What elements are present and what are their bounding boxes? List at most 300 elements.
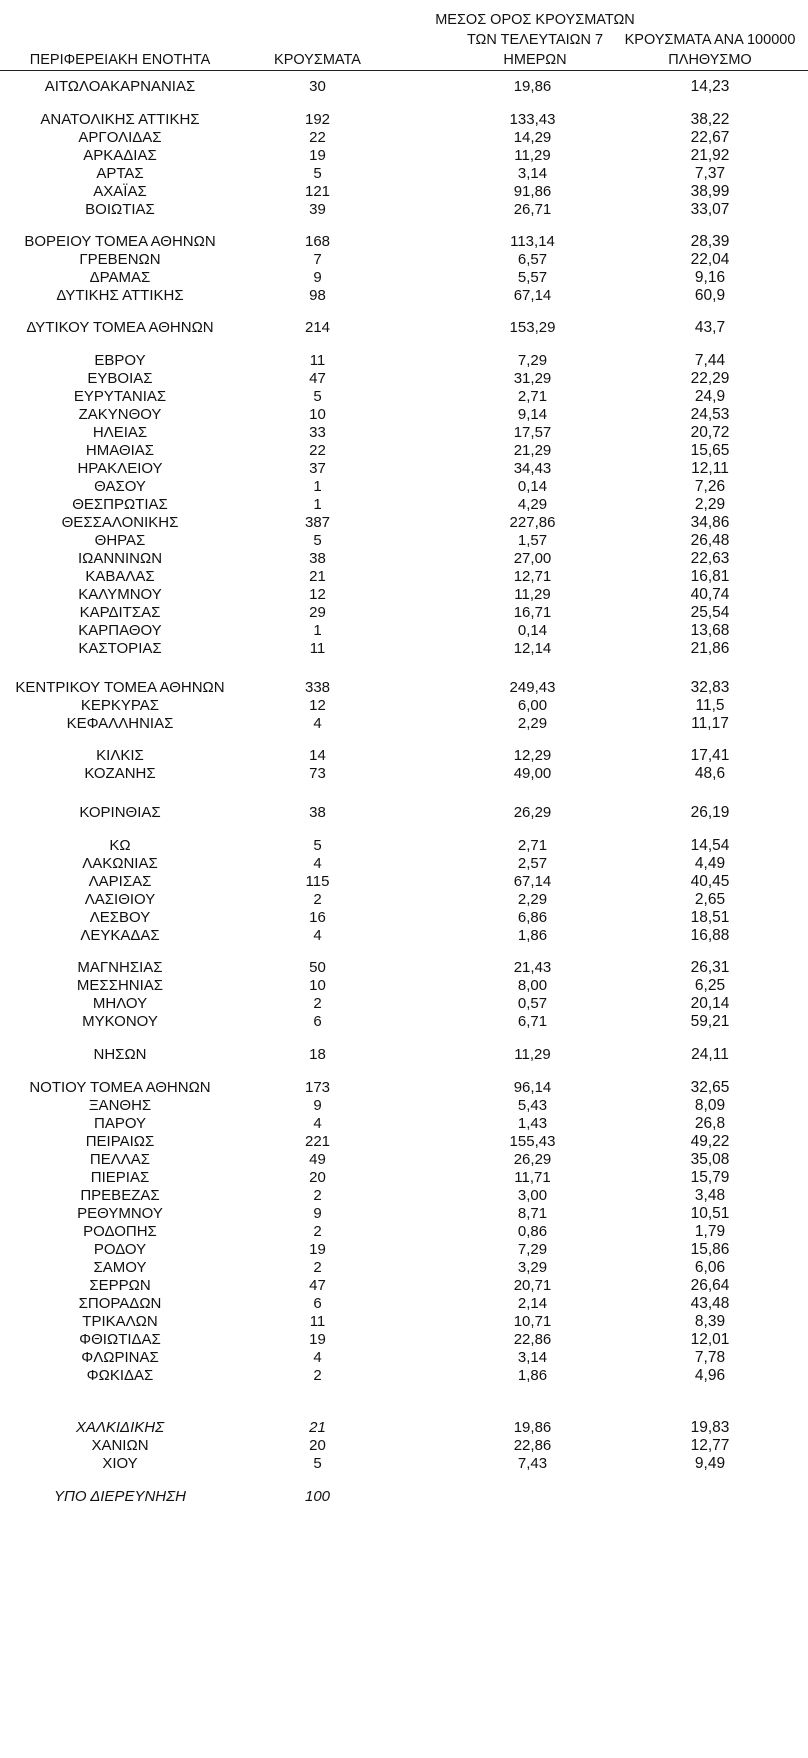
region-cell: ΕΒΡΟΥ <box>94 352 146 369</box>
avg7-cell: 2,29 <box>517 715 548 732</box>
cases-cell: 38 <box>309 550 326 567</box>
cases-cell: 10 <box>309 406 326 423</box>
region-cell: ΜΗΛΟΥ <box>92 995 148 1012</box>
cases-cell: 47 <box>309 370 326 387</box>
avg7-cell: 12,29 <box>513 747 552 764</box>
per100k-cell: 7,78 <box>694 1349 726 1366</box>
per100k-cell: 14,54 <box>690 837 730 854</box>
avg7-cell: 6,86 <box>517 909 548 926</box>
table-row <box>0 351 808 371</box>
avg7-cell: 5,43 <box>517 1097 548 1114</box>
table-row <box>0 128 808 148</box>
per100k-cell: 28,39 <box>690 233 730 250</box>
avg7-cell: 2,29 <box>517 891 548 908</box>
avg7-cell: 2,57 <box>517 855 548 872</box>
per100k-cell: 33,07 <box>690 201 730 218</box>
avg7-cell: 1,86 <box>517 927 548 944</box>
table-row <box>0 1258 808 1278</box>
region-cell: ΛΕΣΒΟΥ <box>89 909 151 926</box>
region-cell: ΚΕΡΚΥΡΑΣ <box>80 697 160 714</box>
avg7-cell: 3,14 <box>517 1349 548 1366</box>
per100k-cell: 16,81 <box>690 568 730 585</box>
table-row <box>0 1240 808 1260</box>
region-cell: ΡΕΘΥΜΝΟΥ <box>77 1205 163 1222</box>
cases-cell: 4 <box>313 855 322 872</box>
per100k-cell: 49,22 <box>690 1133 730 1150</box>
per100k-cell: 11,17 <box>691 715 729 732</box>
cases-cell: 5 <box>313 532 322 549</box>
avg7-cell: 227,86 <box>509 514 556 531</box>
table-row <box>0 1168 808 1188</box>
cases-cell: 21 <box>309 568 326 585</box>
table-row <box>0 232 808 252</box>
cases-cell: 2 <box>313 1223 322 1240</box>
region-cell: ΠΕΙΡΑΙΩΣ <box>85 1133 155 1150</box>
per100k-cell: 12,01 <box>690 1331 730 1348</box>
avg7-cell: 26,71 <box>513 201 552 218</box>
cases-cell: 10 <box>309 977 326 994</box>
avg7-cell: 26,29 <box>513 804 552 821</box>
avg7-cell: 8,71 <box>517 1205 548 1222</box>
avg7-cell: 11,29 <box>514 586 551 603</box>
avg7-cell: 27,00 <box>513 550 552 567</box>
per100k-cell: 9,16 <box>694 269 726 286</box>
cases-cell: 14 <box>309 747 326 764</box>
per100k-cell: 3,48 <box>694 1187 726 1204</box>
table-row <box>0 1366 808 1386</box>
table-row <box>0 1436 808 1456</box>
table-row <box>0 405 808 425</box>
avg7-cell: 11,29 <box>514 147 551 164</box>
cases-cell: 73 <box>309 765 326 782</box>
region-cell: ΔΡΑΜΑΣ <box>89 269 151 286</box>
region-cell: ΛΑΣΙΘΙΟΥ <box>84 891 156 908</box>
region-cell: ΚΑΡΔΙΤΣΑΣ <box>79 604 161 621</box>
per100k-cell: 15,79 <box>690 1169 730 1186</box>
region-cell: ΦΩΚΙΔΑΣ <box>86 1367 154 1384</box>
cases-cell: 19 <box>309 147 326 164</box>
avg7-cell: 96,14 <box>513 1079 552 1096</box>
per100k-cell: 7,37 <box>694 165 726 182</box>
header-region: ΠΕΡΙΦΕΡΕΙΑΚΗ ΕΝΟΤΗΤΑ <box>29 52 211 68</box>
avg7-cell: 17,57 <box>513 424 552 441</box>
region-cell: ΔΥΤΙΚΟΥ ΤΟΜΕΑ ΑΘΗΝΩΝ <box>26 319 214 336</box>
table-row <box>0 250 808 270</box>
region-cell: ΧΙΟΥ <box>102 1455 138 1472</box>
region-cell: ΜΥΚΟΝΟΥ <box>82 1013 158 1030</box>
table-row <box>0 200 808 220</box>
per100k-cell: 2,29 <box>694 496 726 513</box>
per100k-cell: 24,9 <box>694 388 726 405</box>
cases-cell: 4 <box>313 1349 322 1366</box>
cases-cell: 38 <box>309 804 326 821</box>
table-row <box>0 286 808 306</box>
region-cell: ΜΑΓΝΗΣΙΑΣ <box>77 959 163 976</box>
table-row <box>0 1222 808 1242</box>
per100k-cell: 26,19 <box>690 804 730 821</box>
header-avg7-line1: ΜΕΣΟΣ ΟΡΟΣ ΚΡΟΥΣΜΑΤΩΝ <box>435 12 635 28</box>
table-row <box>0 621 808 641</box>
cases-cell: 21 <box>309 1419 326 1436</box>
cases-cell: 2 <box>313 1187 322 1204</box>
region-cell: ΧΑΛΚΙΔΙΚΗΣ <box>75 1419 165 1436</box>
cases-cell: 98 <box>309 287 326 304</box>
region-cell: ΤΡΙΚΑΛΩΝ <box>82 1313 158 1330</box>
table-row <box>0 926 808 946</box>
cases-cell: 20 <box>309 1169 326 1186</box>
table-row <box>0 976 808 996</box>
table-row <box>0 567 808 587</box>
avg7-cell: 67,14 <box>513 873 552 890</box>
table-row <box>0 423 808 443</box>
cases-cell: 2 <box>313 891 322 908</box>
region-cell: ΑΡΓΟΛΙΔΑΣ <box>78 129 162 146</box>
per100k-cell: 38,22 <box>690 111 730 128</box>
cases-cell: 214 <box>304 319 331 336</box>
per100k-cell: 35,08 <box>690 1151 730 1168</box>
region-cell: ΛΑΡΙΣΑΣ <box>88 873 152 890</box>
region-cell: ΚΙΛΚΙΣ <box>96 747 144 764</box>
region-cell: ΝΟΤΙΟΥ ΤΟΜΕΑ ΑΘΗΝΩΝ <box>29 1079 211 1096</box>
per100k-cell: 25,54 <box>690 604 730 621</box>
avg7-cell: 7,43 <box>517 1455 548 1472</box>
cases-cell: 33 <box>309 424 326 441</box>
table-row <box>0 603 808 623</box>
avg7-cell: 0,57 <box>517 995 548 1012</box>
table-row <box>0 908 808 928</box>
per100k-cell: 6,25 <box>694 977 726 994</box>
region-cell: ΔΥΤΙΚΗΣ ΑΤΤΙΚΗΣ <box>56 287 184 304</box>
avg7-cell: 19,86 <box>513 78 552 95</box>
region-cell: ΑΡΚΑΔΙΑΣ <box>83 147 157 164</box>
avg7-cell: 0,14 <box>517 478 548 495</box>
table-row <box>0 803 808 823</box>
region-cell: ΥΠΟ ΔΙΕΡΕΥΝΗΣΗ <box>54 1488 186 1505</box>
avg7-cell: 9,14 <box>517 406 548 423</box>
avg7-cell: 49,00 <box>513 765 552 782</box>
per100k-cell: 43,48 <box>690 1295 730 1312</box>
table-row <box>0 1150 808 1170</box>
region-cell: ΦΛΩΡΙΝΑΣ <box>81 1349 159 1366</box>
table-row <box>0 318 808 338</box>
avg7-cell: 4,29 <box>517 496 548 513</box>
region-cell: ΒΟΡΕΙΟΥ ΤΟΜΕΑ ΑΘΗΝΩΝ <box>24 233 216 250</box>
avg7-cell: 6,71 <box>517 1013 548 1030</box>
table-row <box>0 1045 808 1065</box>
table-row <box>0 441 808 461</box>
cases-cell: 5 <box>313 1455 322 1472</box>
region-cell: ΗΜΑΘΙΑΣ <box>85 442 155 459</box>
table-row <box>0 495 808 515</box>
avg7-cell: 14,29 <box>513 129 552 146</box>
region-cell: ΕΥΡΥΤΑΝΙΑΣ <box>73 388 167 405</box>
cases-cell: 16 <box>309 909 326 926</box>
per100k-cell: 6,06 <box>694 1259 726 1276</box>
header-avg7-line2: ΤΩΝ ΤΕΛΕΥΤΑΙΩΝ 7 <box>466 32 604 48</box>
table-row <box>0 1012 808 1032</box>
table-row <box>0 1096 808 1116</box>
cases-cell: 1 <box>313 478 322 495</box>
per100k-cell: 22,63 <box>690 550 730 567</box>
cases-cell: 30 <box>309 78 326 95</box>
avg7-cell: 249,43 <box>509 679 556 696</box>
cases-cell: 115 <box>305 873 330 890</box>
per100k-cell: 18,51 <box>690 909 730 926</box>
cases-cell: 47 <box>309 1277 326 1294</box>
per100k-cell: 14,23 <box>690 78 730 95</box>
table-row <box>0 77 808 97</box>
per100k-cell: 43,7 <box>694 319 726 336</box>
cases-cell: 5 <box>313 165 322 182</box>
table-row <box>0 1487 808 1507</box>
table-row <box>0 1276 808 1296</box>
avg7-cell: 16,71 <box>513 604 552 621</box>
avg7-cell: 22,86 <box>513 1437 552 1454</box>
per100k-cell: 26,31 <box>690 959 730 976</box>
per100k-cell: 32,65 <box>690 1079 730 1096</box>
region-cell: ΝΗΣΩΝ <box>93 1046 147 1063</box>
region-cell: ΚΟΖΑΝΗΣ <box>84 765 156 782</box>
region-cell: ΡΟΔΟΠΗΣ <box>83 1223 157 1240</box>
avg7-cell: 8,00 <box>517 977 548 994</box>
table-row <box>0 1330 808 1350</box>
cases-cell: 37 <box>309 460 326 477</box>
cases-cell: 9 <box>313 1205 322 1222</box>
region-cell: ΚΑΡΠΑΘΟΥ <box>78 622 162 639</box>
header-divider <box>0 70 808 71</box>
per100k-cell: 12,77 <box>690 1437 730 1454</box>
table-row <box>0 764 808 784</box>
per100k-cell: 4,96 <box>694 1367 726 1384</box>
avg7-cell: 3,14 <box>517 165 548 182</box>
avg7-cell: 10,71 <box>513 1313 552 1330</box>
region-cell: ΒΟΙΩΤΙΑΣ <box>85 201 155 218</box>
per100k-cell: 15,65 <box>690 442 730 459</box>
cases-cell: 19 <box>309 1331 326 1348</box>
cases-cell: 338 <box>304 679 331 696</box>
per100k-cell: 12,11 <box>691 460 729 477</box>
region-cell: ΠΙΕΡΙΑΣ <box>90 1169 150 1186</box>
cases-cell: 2 <box>313 995 322 1012</box>
table-row <box>0 872 808 892</box>
region-cell: ΚΑΒΑΛΑΣ <box>85 568 155 585</box>
per100k-cell: 7,26 <box>694 478 726 495</box>
region-cell: ΣΕΡΡΩΝ <box>89 1277 151 1294</box>
avg7-cell: 31,29 <box>513 370 552 387</box>
table-row <box>0 585 808 605</box>
per100k-cell: 21,86 <box>690 640 730 657</box>
cases-cell: 39 <box>309 201 326 218</box>
table-row <box>0 836 808 856</box>
per100k-cell: 34,86 <box>690 514 730 531</box>
cases-cell: 11 <box>309 352 326 369</box>
table-row <box>0 1186 808 1206</box>
table-row <box>0 854 808 874</box>
per100k-cell: 20,72 <box>690 424 730 441</box>
header-cases: ΚΡΟΥΣΜΑΤΑ <box>274 52 361 68</box>
per100k-cell: 22,04 <box>690 251 730 268</box>
per100k-cell: 40,45 <box>690 873 730 890</box>
table-row <box>0 549 808 569</box>
region-cell: ΚΑΛΥΜΝΟΥ <box>78 586 162 603</box>
cases-cell: 4 <box>313 927 322 944</box>
per100k-cell: 22,29 <box>690 370 730 387</box>
table-row <box>0 1454 808 1474</box>
header-per100k-line1: ΚΡΟΥΣΜΑΤΑ ΑΝΑ 100000 <box>624 32 796 48</box>
region-cell: ΑΧΑΪΑΣ <box>93 183 147 200</box>
cases-cell: 5 <box>313 837 322 854</box>
avg7-cell: 1,57 <box>517 532 548 549</box>
cases-cell: 173 <box>304 1079 331 1096</box>
region-cell: ΗΛΕΙΑΣ <box>92 424 148 441</box>
table-row <box>0 146 808 166</box>
cases-cell: 6 <box>313 1295 322 1312</box>
per100k-cell: 15,86 <box>690 1241 730 1258</box>
cases-cell: 12 <box>309 586 326 603</box>
region-cell: ΚΑΣΤΟΡΙΑΣ <box>78 640 162 657</box>
avg7-cell: 153,29 <box>509 319 556 336</box>
per100k-cell: 60,9 <box>694 287 726 304</box>
cases-cell: 6 <box>313 1013 322 1030</box>
cases-cell: 22 <box>309 442 326 459</box>
avg7-cell: 11,71 <box>514 1169 551 1186</box>
per100k-cell: 10,51 <box>690 1205 730 1222</box>
region-cell: ΘΕΣΣΑΛΟΝΙΚΗΣ <box>61 514 179 531</box>
avg7-cell: 3,00 <box>517 1187 548 1204</box>
per100k-cell: 26,8 <box>694 1115 726 1132</box>
cases-cell: 9 <box>313 269 322 286</box>
cases-cell: 12 <box>309 697 326 714</box>
region-cell: ΚΩ <box>109 837 131 854</box>
avg7-cell: 6,57 <box>517 251 548 268</box>
avg7-cell: 26,29 <box>513 1151 552 1168</box>
cases-cell: 29 <box>309 604 326 621</box>
cases-cell: 22 <box>309 129 326 146</box>
cases-cell: 2 <box>313 1367 322 1384</box>
avg7-cell: 11,29 <box>514 1046 551 1063</box>
avg7-cell: 12,71 <box>513 568 552 585</box>
per100k-cell: 26,48 <box>690 532 730 549</box>
per100k-cell: 17,41 <box>690 747 730 764</box>
avg7-cell: 0,14 <box>517 622 548 639</box>
region-cell: ΚΟΡΙΝΘΙΑΣ <box>79 804 161 821</box>
cases-cell: 11 <box>309 640 326 657</box>
table-row <box>0 477 808 497</box>
table-row <box>0 459 808 479</box>
region-cell: ΗΡΑΚΛΕΙΟΥ <box>77 460 163 477</box>
cases-cell: 5 <box>313 388 322 405</box>
avg7-cell: 12,14 <box>513 640 552 657</box>
region-cell: ΙΩΑΝΝΙΝΩΝ <box>77 550 163 567</box>
per100k-cell: 22,67 <box>690 129 730 146</box>
header-avg7-line3: ΗΜΕΡΩΝ <box>503 52 567 68</box>
avg7-cell: 2,71 <box>517 388 548 405</box>
per100k-cell: 13,68 <box>690 622 730 639</box>
cases-cell: 168 <box>304 233 331 250</box>
avg7-cell: 1,86 <box>517 1367 548 1384</box>
cases-cell: 49 <box>309 1151 326 1168</box>
table-row <box>0 1132 808 1152</box>
cases-cell: 2 <box>313 1259 322 1276</box>
per100k-cell: 21,92 <box>690 147 730 164</box>
avg7-cell: 22,86 <box>513 1331 552 1348</box>
table-row <box>0 513 808 533</box>
cases-cell: 121 <box>304 183 331 200</box>
avg7-cell: 0,86 <box>517 1223 548 1240</box>
region-cell: ΚΕΦΑΛΛΗΝΙΑΣ <box>66 715 174 732</box>
per100k-cell: 7,44 <box>694 352 726 369</box>
avg7-cell: 3,29 <box>517 1259 548 1276</box>
cases-cell: 221 <box>304 1133 331 1150</box>
table-row <box>0 164 808 184</box>
cases-cell: 387 <box>304 514 331 531</box>
per100k-cell: 9,49 <box>694 1455 726 1472</box>
table-row <box>0 1114 808 1134</box>
per100k-cell: 40,74 <box>690 586 730 603</box>
region-cell: ΞΑΝΘΗΣ <box>88 1097 152 1114</box>
per100k-cell: 24,11 <box>691 1046 729 1063</box>
avg7-cell: 67,14 <box>513 287 552 304</box>
per100k-cell: 32,83 <box>690 679 730 696</box>
table-row <box>0 1078 808 1098</box>
per100k-cell: 19,83 <box>690 1419 730 1436</box>
table-row <box>0 387 808 407</box>
header-per100k-line2: ΠΛΗΘΥΣΜΟ <box>668 52 752 68</box>
cases-cell: 18 <box>309 1046 326 1063</box>
avg7-cell: 21,43 <box>513 959 552 976</box>
avg7-cell: 113,14 <box>510 233 555 250</box>
region-cell: ΛΑΚΩΝΙΑΣ <box>82 855 158 872</box>
cases-cell: 20 <box>309 1437 326 1454</box>
region-cell: ΘΕΣΠΡΩΤΙΑΣ <box>72 496 168 513</box>
cases-cell: 50 <box>309 959 326 976</box>
table-row <box>0 994 808 1014</box>
region-cell: ΦΘΙΩΤΙΔΑΣ <box>79 1331 161 1348</box>
per100k-cell: 8,39 <box>694 1313 726 1330</box>
avg7-cell: 7,29 <box>517 352 548 369</box>
region-cell: ΘΗΡΑΣ <box>94 532 146 549</box>
region-cell: ΓΡΕΒΕΝΩΝ <box>79 251 161 268</box>
avg7-cell: 19,86 <box>513 1419 552 1436</box>
region-cell: ΑΙΤΩΛΟΑΚΑΡΝΑΝΙΑΣ <box>44 78 196 95</box>
per100k-cell: 59,21 <box>690 1013 730 1030</box>
avg7-cell: 6,00 <box>517 697 548 714</box>
avg7-cell: 5,57 <box>517 269 548 286</box>
table-row <box>0 110 808 130</box>
cases-cell: 1 <box>313 622 322 639</box>
avg7-cell: 20,71 <box>513 1277 552 1294</box>
avg7-cell: 7,29 <box>517 1241 548 1258</box>
region-cell: ΧΑΝΙΩΝ <box>91 1437 149 1454</box>
region-cell: ΡΟΔΟΥ <box>93 1241 147 1258</box>
per100k-cell: 11,5 <box>695 697 725 714</box>
region-cell: ΛΕΥΚΑΔΑΣ <box>80 927 160 944</box>
table-row <box>0 746 808 766</box>
per100k-cell: 26,64 <box>690 1277 730 1294</box>
region-cell: ΕΥΒΟΙΑΣ <box>87 370 153 387</box>
region-cell: ΑΝΑΤΟΛΙΚΗΣ ΑΤΤΙΚΗΣ <box>40 111 200 128</box>
table-row <box>0 268 808 288</box>
region-cell: ΠΡΕΒΕΖΑΣ <box>80 1187 160 1204</box>
avg7-cell: 34,43 <box>513 460 552 477</box>
cases-cell: 1 <box>313 496 322 513</box>
cases-cell: 7 <box>313 251 322 268</box>
table-row <box>0 696 808 716</box>
avg7-cell: 133,43 <box>509 111 556 128</box>
avg7-cell: 21,29 <box>513 442 552 459</box>
per100k-cell: 48,6 <box>694 765 726 782</box>
region-cell: ΣΠΟΡΑΔΩΝ <box>78 1295 162 1312</box>
